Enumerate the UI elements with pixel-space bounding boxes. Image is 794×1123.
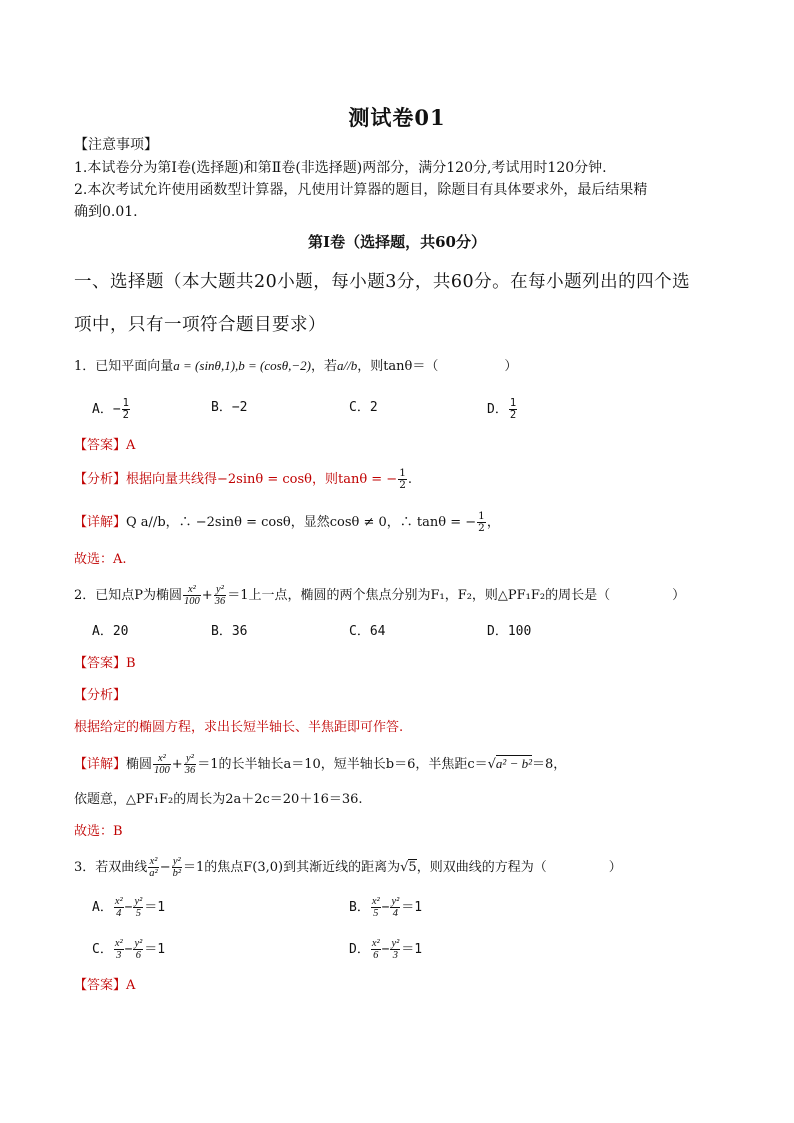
vector-a: a = (sinθ,1), <box>173 358 239 373</box>
q1-option-d: D． $\frac{1}{2}$ <box>487 397 517 421</box>
q3-stem: 3．若双曲线 $\frac{\text{x²}}{\text{a²}}$ − $\frac{\text{y²}}{\text{b²}}$ ＝1的焦点F(3,0)到其渐近线的距离为√5，则双曲线的方程为（ ） <box>74 856 622 879</box>
q3-option-b: B． $\frac{\text{x²}}{5}$ − $\frac{\text{y²}}{4}$ ＝1 <box>349 896 423 919</box>
q1-option-b: B．−2 <box>211 400 248 415</box>
q2-answer: 【答案】B <box>74 656 136 671</box>
q1-detail: 【详解】Q a//b，∴ −2sinθ = cosθ，显然cosθ ≠ 0，∴ tanθ = − $\frac{1}{2}$ ， <box>74 510 500 534</box>
q1-stem: 1．已知平面向量a = (sinθ,1),b = (cosθ,−2)，若a//b，则tanθ＝（ ） <box>74 358 518 374</box>
q3-answer: 【答案】A <box>74 978 136 993</box>
q2-detail: 【详解】椭圆 $\frac{\text{x²}}{100}$ + $\frac{\text{y²}}{36}$ ＝1的长半轴长a＝10，短半轴长b＝6，半焦距c＝√a² − b²＝8， <box>74 753 567 776</box>
q2-detail-2: 依题意，△PF₁F₂的周长为2a＋2c＝20＋16＝36. <box>74 792 363 807</box>
q2-analysis: 根据给定的椭圆方程，求出长短半轴长、半焦距即可作答. <box>74 720 404 735</box>
q2-option-a: A．20 <box>92 624 129 639</box>
q2-choose: 故选：B <box>74 824 123 839</box>
q1-option-c: C．2 <box>349 400 378 415</box>
q3-option-d: D． $\frac{\text{x²}}{6}$ − $\frac{\text{y²}}{3}$ ＝1 <box>349 938 423 961</box>
q2-option-d: D．100 <box>487 624 532 639</box>
page-title: 测试卷01 <box>348 105 446 130</box>
q1-choose: 故选：A. <box>74 552 127 567</box>
section-title: 第Ⅰ卷（选择题，共60分） <box>308 233 486 251</box>
q1-answer: 【答案】A <box>74 438 136 453</box>
vector-b: b = (cosθ,−2) <box>238 358 311 373</box>
part1-instructions-cont: 项中，只有一项符合题目要求） <box>74 315 326 335</box>
part1-instructions: 一、选择题（本大题共20小题，每小题3分，共60分。在每小题列出的四个选 <box>74 272 691 292</box>
notice-item-2-cont: 确到0.01. <box>74 204 138 220</box>
notice-item-1: 1.本试卷分为第Ⅰ卷(选择题)和第Ⅱ卷(非选择题)两部分，满分120分,考试用时120分钟. <box>74 160 607 176</box>
q2-option-b: B．36 <box>211 624 248 639</box>
notice-heading: 【注意事项】 <box>74 137 158 153</box>
q3-option-a: A． $\frac{\text{x²}}{4}$ − $\frac{\text{y²}}{5}$ ＝1 <box>92 896 166 919</box>
q1-analysis: 【分析】根据向量共线得−2sinθ = cosθ，则tanθ = − $\frac{1}{2}$ . <box>74 467 413 491</box>
q2-analysis-label: 【分析】 <box>74 688 127 703</box>
q3-option-c: C． $\frac{\text{x²}}{3}$ − $\frac{\text{y²}}{6}$ ＝1 <box>92 938 166 961</box>
q1-option-a: A．− $\frac{1}{2}$ <box>92 397 129 421</box>
notice-item-2: 2.本次考试允许使用函数型计算器，凡使用计算器的题目，除题目有具体要求外，最后结果精 <box>74 182 648 198</box>
q2-stem: 2．已知点P为椭圆 $\frac{\text{x²}}{100}$ + $\frac{\text{y²}}{36}$ ＝1上一点，椭圆的两个焦点分别为F₁，F₂，则△PF₁F₂的周长是（ ） <box>74 584 686 607</box>
q2-option-c: C．64 <box>349 624 386 639</box>
